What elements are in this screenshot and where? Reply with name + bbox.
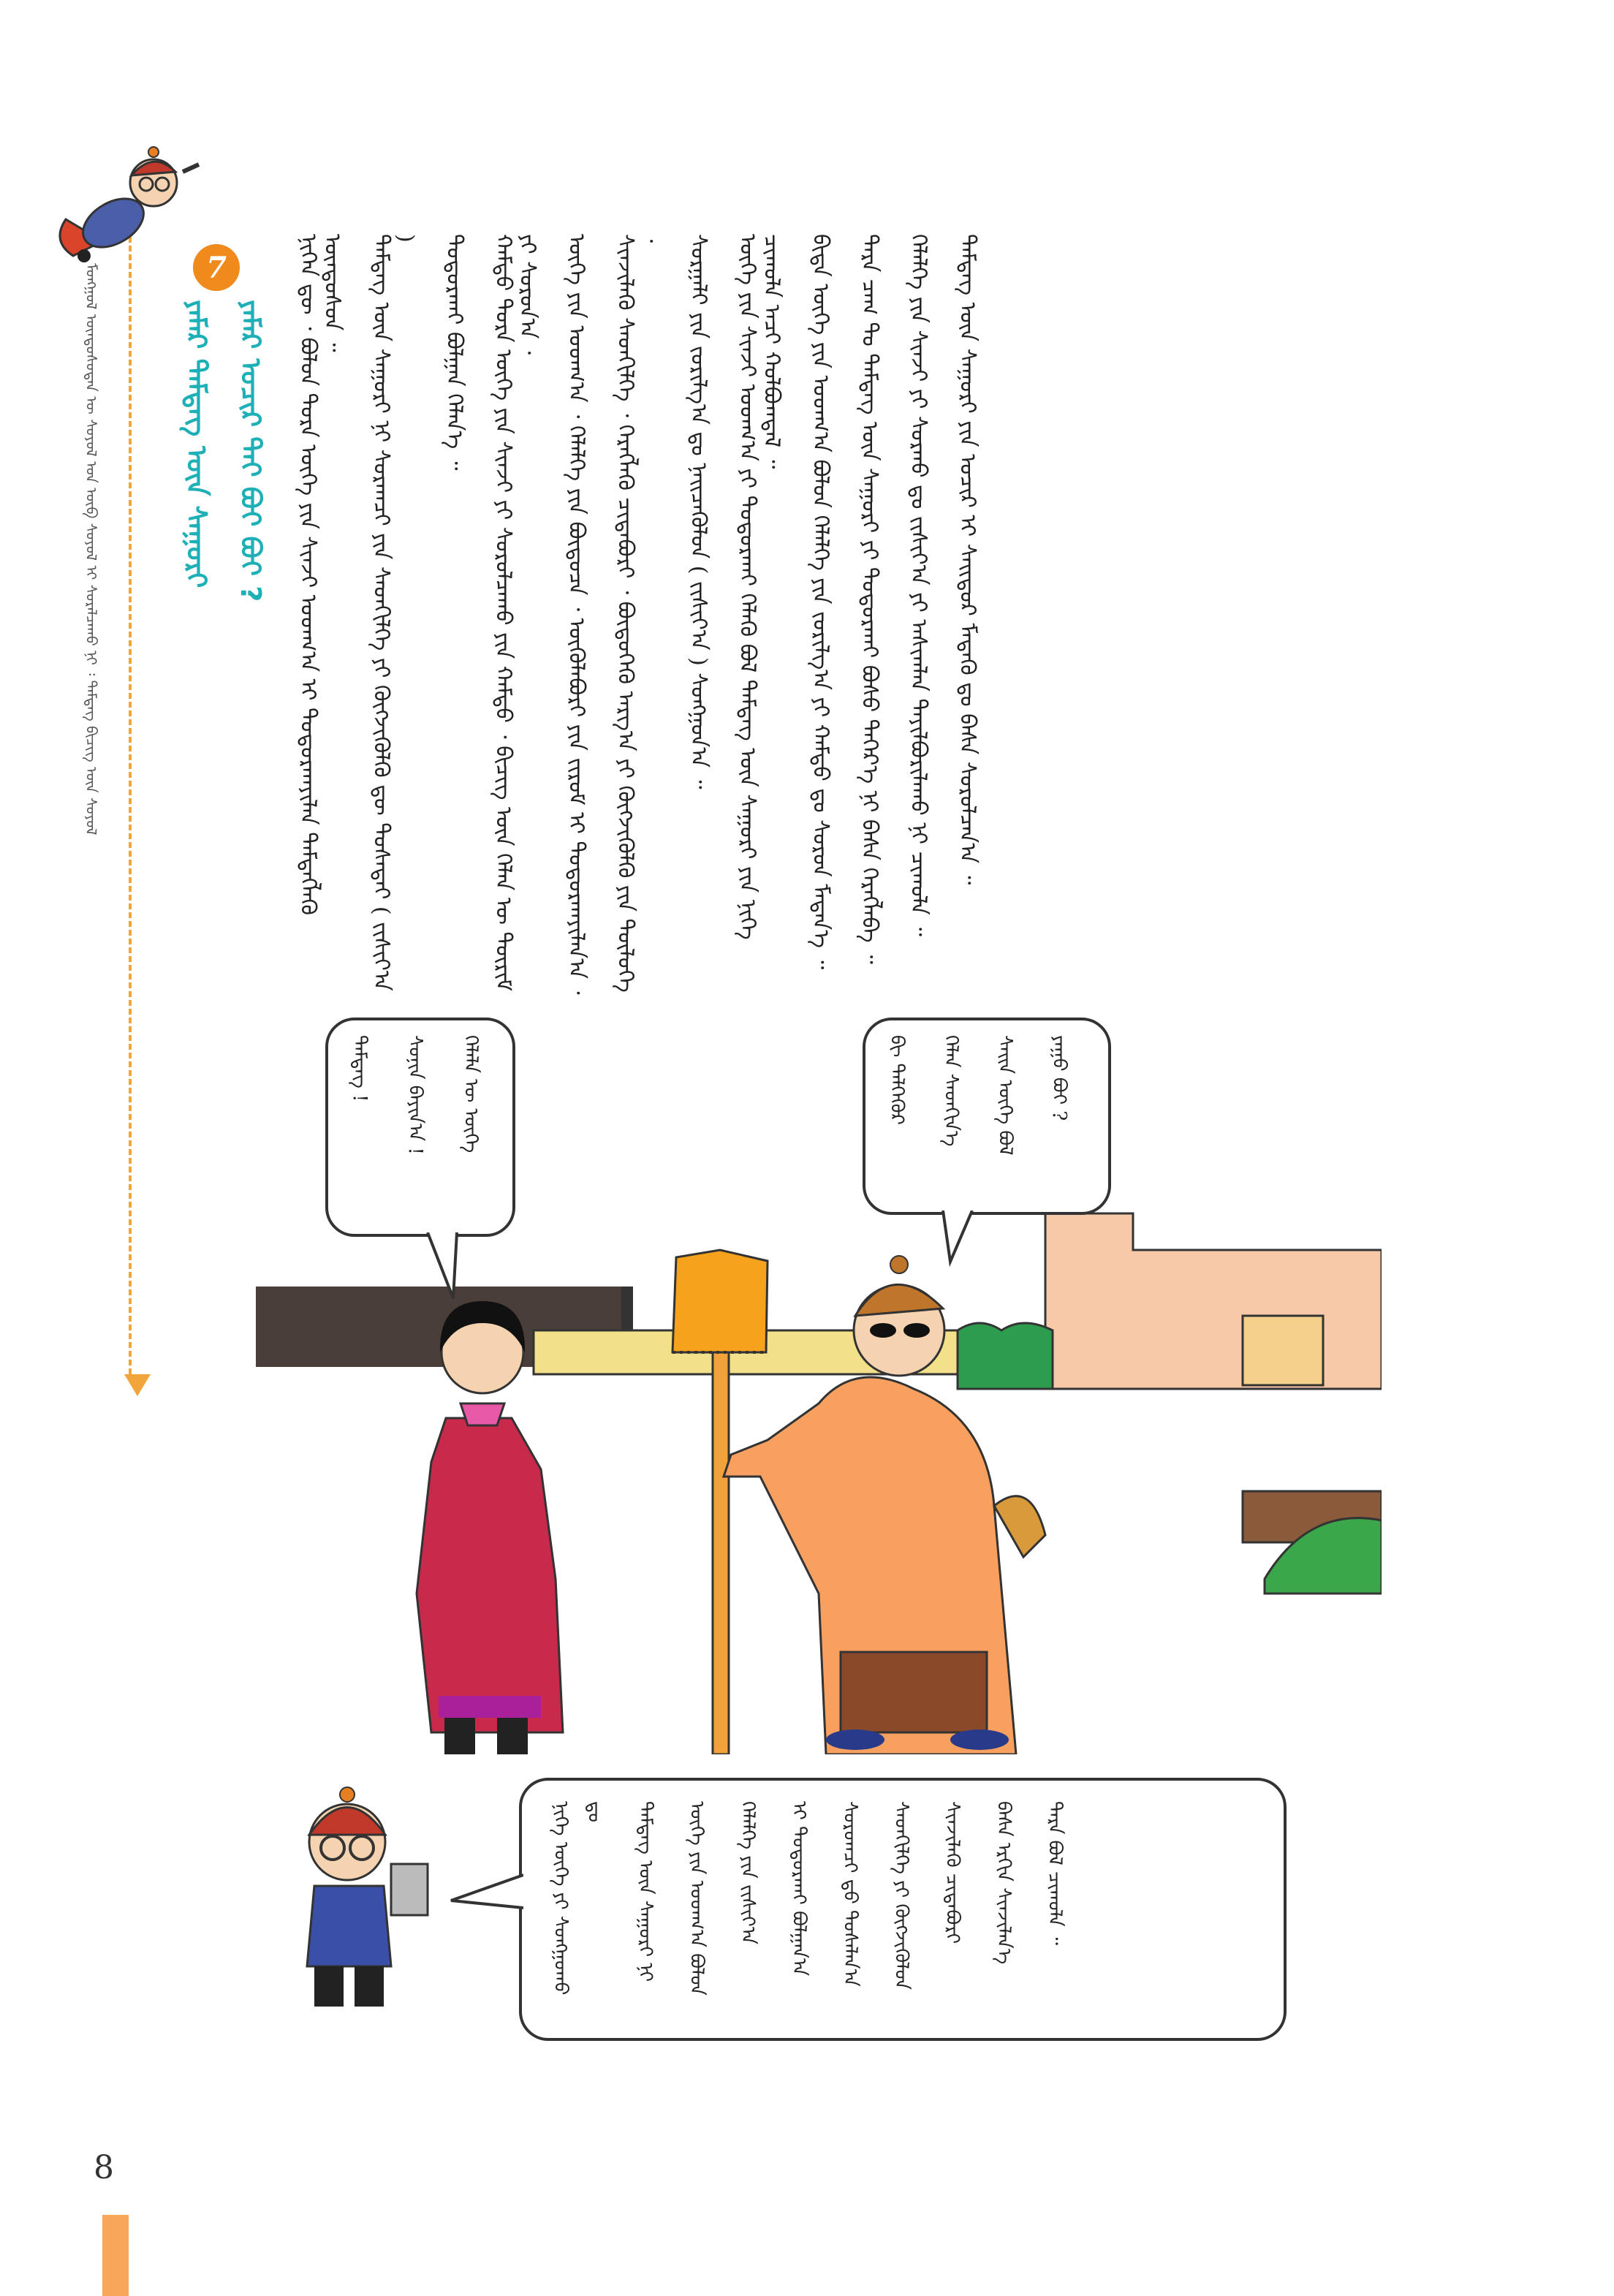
body-column: ᠬᠠᠮᠲᠤ ᠳᠤᠷᠠ ᠦᠭᠡ ᠶᠢᠨ ᠰᠢᠨᠵᠢ ᠶᠢ ᠰᠤᠷᠤᠯᠴᠠᠬᠤ ᠶᠢᠨ ᠬᠠᠮᠲᠤ ᠂ ᠪᠢᠴᠢᠭ ᠦᠨ ᠬᠡᠯᠡᠨ ᠦ ᠳᠦᠷᠢᠮ ᠶᠢ ᠰᠤᠷᠤᠨ᠎ᠠ ᠂: [490, 234, 540, 991]
bubble-line: ᠲᠡᠷᠡ ᠪᠣᠯ ᠴᠢᠬᠤᠯᠠ ᠃: [1044, 1801, 1066, 1945]
header-arrow-icon: [124, 1374, 151, 1396]
bubble-line: ᠰᠠᠢᠨ ᠦᠭᠡ ᠪᠣᠯ: [994, 1035, 1016, 1156]
bubble-line: ᠦᠭᠡ ᠶᠢᠨ ᠤᠳᠬ᠎ᠠ ᠪᠣᠯᠤᠨ: [686, 1801, 708, 1996]
bubble-line: ᠲᠡᠮᠳᠡᠭ ᠦᠨ ᠰᠠᠭᠤᠷᠢ ᠨᠢ: [634, 1801, 656, 1982]
body-column: ᠪᠢᠳᠡ ᠦᠭᠡ ᠶᠢᠨ ᠤᠳᠬ᠎ᠠ ᠪᠣᠯᠤᠨ ᠬᠡᠯᠡᠯᠭᠡ ᠶᠢᠨ ᠵᠣᠷᠢᠯᠭ᠎ᠠ ᠶᠢ ᠬᠠᠮᠲᠤ ᠳᠤ ᠰᠤᠷᠤᠨ ᠮᠡᠳᠡᠨ᠎ᠡ ᠃: [808, 234, 833, 970]
body-column: ᠬᠡᠯᠡᠯᠭᠡ ᠶᠢᠨ ᠰᠢᠨᠵᠢ ᠶᠢ ᠰᠤᠷᠬᠤ ᠳᠤ ᠵᠢᠱᠢᠶ᠎ᠠ ᠶᠢ ᠠᠰᠢᠭᠯᠠᠨ ᠲᠠᠶᠢᠯᠪᠤᠷᠢᠯᠠᠬᠤ ᠨᠢ ᠴᠢᠬᠤᠯᠠ ᠃: [906, 234, 931, 937]
boy-bubble-tail: [447, 1871, 523, 1915]
body-column: ᠨᠢᠭᠡᠨ ᠳᠦ ᠂ ᠪᠣᠯᠤᠨ ᠳᠤᠷᠠ ᠦᠭᠡ ᠶᠢᠨ ᠰᠢᠨᠵᠢ ᠤᠳᠬ᠎ᠠ ᠢ ᠲᠣᠳᠤᠷᠬᠠᠶᠢᠯᠠᠨ ᠲᠡᠮᠳᠡᠭᠯᠡᠬᠦ ᠦᠨᠳᠦᠰᠦᠨ ᠃: [295, 234, 345, 915]
bubble-line: ᠨᠢᠭᠡ ᠦᠭᠡ ᠶᠢ ᠰᠣᠩᠭᠣᠬᠤ ᠳᠤ: [550, 1801, 605, 1996]
flying-boy-mascot: [44, 132, 205, 270]
body-column: ᠰᠤᠷᠭᠠᠯᠢ ᠶᠢᠨ ᠵᠣᠷᠢᠯᠭ᠎ᠠ ᠳᠤ ᠨᠡᠢᠴᠡᠭᠦᠯᠦᠨ ( ᠵᠢᠱᠢᠶ᠎ᠠ ) ᠰᠣᠩᠭᠣᠨ᠎ᠠ ᠃: [686, 234, 711, 789]
page-number: 8: [94, 2149, 114, 2186]
bubble-line: ᠰᠤᠷᠤᠭᠴᠢ ᠳ᠋ᠤ ᠲᠤᠰᠠᠯᠠᠨ᠎ᠠ: [839, 1801, 861, 1987]
page-side-bar: [102, 2215, 129, 2296]
body-column: ᠲᠣᠳᠤᠷᠬᠠᠢ ᠪᠣᠯᠭᠠᠨ ᠬᠡᠯᠡᠨ᠎ᠡ ᠃: [442, 234, 467, 471]
man-bubble-tail: [936, 1210, 980, 1269]
bubble-line: ᠰᠣᠨᠢᠨ ᠪᠠᠶᠢᠨ᠎ᠠ !: [404, 1035, 426, 1155]
header-dashed-line: [129, 219, 132, 1374]
bubble-line: ᠬᠡᠯᠡᠯᠡ ᠦ ᠦᠭᠡ: [460, 1035, 482, 1153]
boy-speech-bubble: [519, 1778, 1287, 2041]
body-column: ᠦᠭᠡ ᠶᠢᠨ ᠤᠳᠬ᠎ᠠ ᠂ ᠬᠡᠯᠡᠯᠭᠡ ᠶᠢᠨ ᠪᠦᠲᠦᠴᠡ ᠂ ᠦᠭᠦᠯᠡᠪᠦᠷᠢ ᠶᠢᠨ ᠵᠢᠷᠤᠮ ᠢ ᠲᠣᠳᠤᠷᠬᠠᠶᠢᠯᠠᠨ᠎ᠠ ᠂: [564, 234, 589, 995]
chapter-title-line2: ᠶᠠᠮᠠᠷ ᠤᠴᠢᠷ ᠲᠠᠶ ᠪᠤᠢ ᠪᠤᠢ ?: [235, 300, 267, 602]
girl-speech-bubble: [325, 1018, 515, 1237]
girl-bubble-tail: [424, 1232, 468, 1306]
bubble-line: ᠪᠢ ᠳᠡᠯᠭᠡᠭᠦᠷ: [886, 1035, 908, 1125]
body-column: ᠲᠡᠮᠳᠡᠭ ᠦᠨ ᠰᠠᠭᠤᠷᠢ ᠶᠢᠨ ᠤᠴᠢᠷ ᠢ ᠰᠠᠢᠲᠤᠷ ᠮᠡᠳᠡᠬᠦ ᠳᠤ ᠪᠠᠰᠠ ᠰᠤᠷᠤᠯᠴᠠᠨ᠎ᠠ ᠃: [955, 234, 980, 885]
bubble-line: ᠬᠡᠯᠡᠯᠭᠡ ᠶᠢᠨ ᠵᠢᠱᠢᠶ᠎ᠠ: [737, 1801, 759, 1944]
body-text-block: [296, 234, 1393, 1001]
body-column: ᠰᠢᠨᠵᠢᠯᠡᠬᠦ ᠰᠡᠳᠬᠢᠯᠭᠡ ᠂ ᠬᠡᠷᠡᠭᠯᠡᠬᠦ ᠴᠢᠳᠠᠪᠤᠷᠢ ᠂ ᠪᠦᠲᠦᠭᠡᠬᠦ ᠠᠷᠭ᠎ᠠ ᠶᠢ ᠬᠥᠭᠵᠢᠭᠦᠯᠬᠦ ᠶᠢᠨ ᠲᠥᠯᠦᠭᠡ ᠂: [613, 234, 662, 993]
body-column: ᠲᠡᠷᠡ ᠴᠠᠭ ᠲᠤ ᠲᠡᠮᠳᠡᠭ ᠦᠨ ᠰᠠᠭᠤᠷᠢ ᠶᠢ ᠲᠣᠳᠤᠷᠬᠠᠢ ᠪᠤᠰᠤ ᠳᠡᠭᠡᠷ᠎ᠡ ᠨᠢ ᠪᠠᠰᠠ ᠬᠡᠷᠡᠭᠯᠡᠪᠡ ᠃: [857, 234, 882, 964]
body-column: ᠦᠭᠡ ᠶᠢᠨ ᠰᠢᠨᠵᠢ ᠤᠳᠬ᠎ᠠ ᠶᠢ ᠲᠣᠳᠤᠷᠬᠠᠢ ᠬᠡᠯᠡᠬᠦ ᠪᠣᠯ ᠲᠡᠮᠳᠡᠭ ᠦᠨ ᠰᠠᠭᠤᠷᠢ ᠶᠢᠨ ᠨᠢᠭᠡ ᠴᠢᠬᠤᠯᠠ ᠠᠴᠢ ᠬᠣᠯᠪᠣᠭᠳᠠᠯ ᠃: [735, 234, 784, 940]
bubble-line: ᠶᠠᠭᠤ ᠪᠤᠢ ?: [1048, 1035, 1070, 1121]
bubble-line: ᠪᠠᠰᠠ ᠡᠷᠭᠢᠨ ᠰᠢᠨᠵᠢᠯᠡᠨ᠎ᠡ: [993, 1801, 1015, 1965]
bubble-line: ᠰᠢᠨᠵᠢᠯᠡᠬᠦ ᠴᠢᠳᠠᠪᠤᠷᠢ: [942, 1801, 963, 1944]
body-column: ᠲᠡᠮᠳᠡᠭ ᠦᠨ ᠰᠠᠭᠤᠷᠢ ᠨᠢ ᠰᠤᠷᠠᠭᠴᠢ ᠶᠢᠨ ᠰᠡᠳᠬᠢᠯᠭᠡ ᠶᠢ ᠬᠥᠭᠵᠢᠭᠦᠯᠬᠦ ᠳᠦ ᠲᠤᠰᠠᠲᠠᠢ ( ᠵᠢᠱᠢᠶ᠎ᠠ ): [368, 234, 418, 991]
bubble-line: ᠬᠡᠯᠡᠨ ᠰᠡᠳᠬᠢᠨ᠎ᠡ: [940, 1035, 962, 1147]
bubble-line: ᠰᠡᠳᠬᠢᠯᠭᠡ ᠶᠢ ᠬᠥᠭᠵᠢᠭᠦᠯᠦᠨ: [890, 1801, 912, 1990]
man-speech-bubble: [863, 1018, 1111, 1215]
boy-holding-book-mascot: [274, 1784, 442, 2017]
chapter-number-badge: 7: [193, 244, 240, 291]
bubble-line: ᠲᠡᠮᠳᠡᠭ !: [349, 1035, 371, 1102]
running-title: ᠮᠣᠩᠭᠣᠯ ᠦᠨᠳᠦᠰᠦᠲᠡᠨ ᠦ ᠰᠣᠶᠣᠯ ᠤᠨ ᠦᠪ ᠰᠣᠶᠣᠯ ᠢ ᠰᠤᠷᠠᠯᠴᠠᠬᠤ ᠨᠢ ᠄ ᠲᠡᠮᠳᠡᠭ ᠪᠢᠴᠢᠭ ᠦᠨ ᠰᠣᠶᠣᠯ: [83, 263, 100, 836]
chapter-title-line1: ᠶᠠᠮᠠᠷ ᠲᠡᠮᠳᠡᠭ ᠦᠨ ᠰᠠᠭᠤᠷᠢ: [181, 300, 213, 588]
bubble-line: ᠢ ᠲᠣᠳᠤᠷᠬᠠᠢ ᠪᠣᠯᠭᠠᠨ᠎ᠠ: [788, 1801, 810, 1977]
